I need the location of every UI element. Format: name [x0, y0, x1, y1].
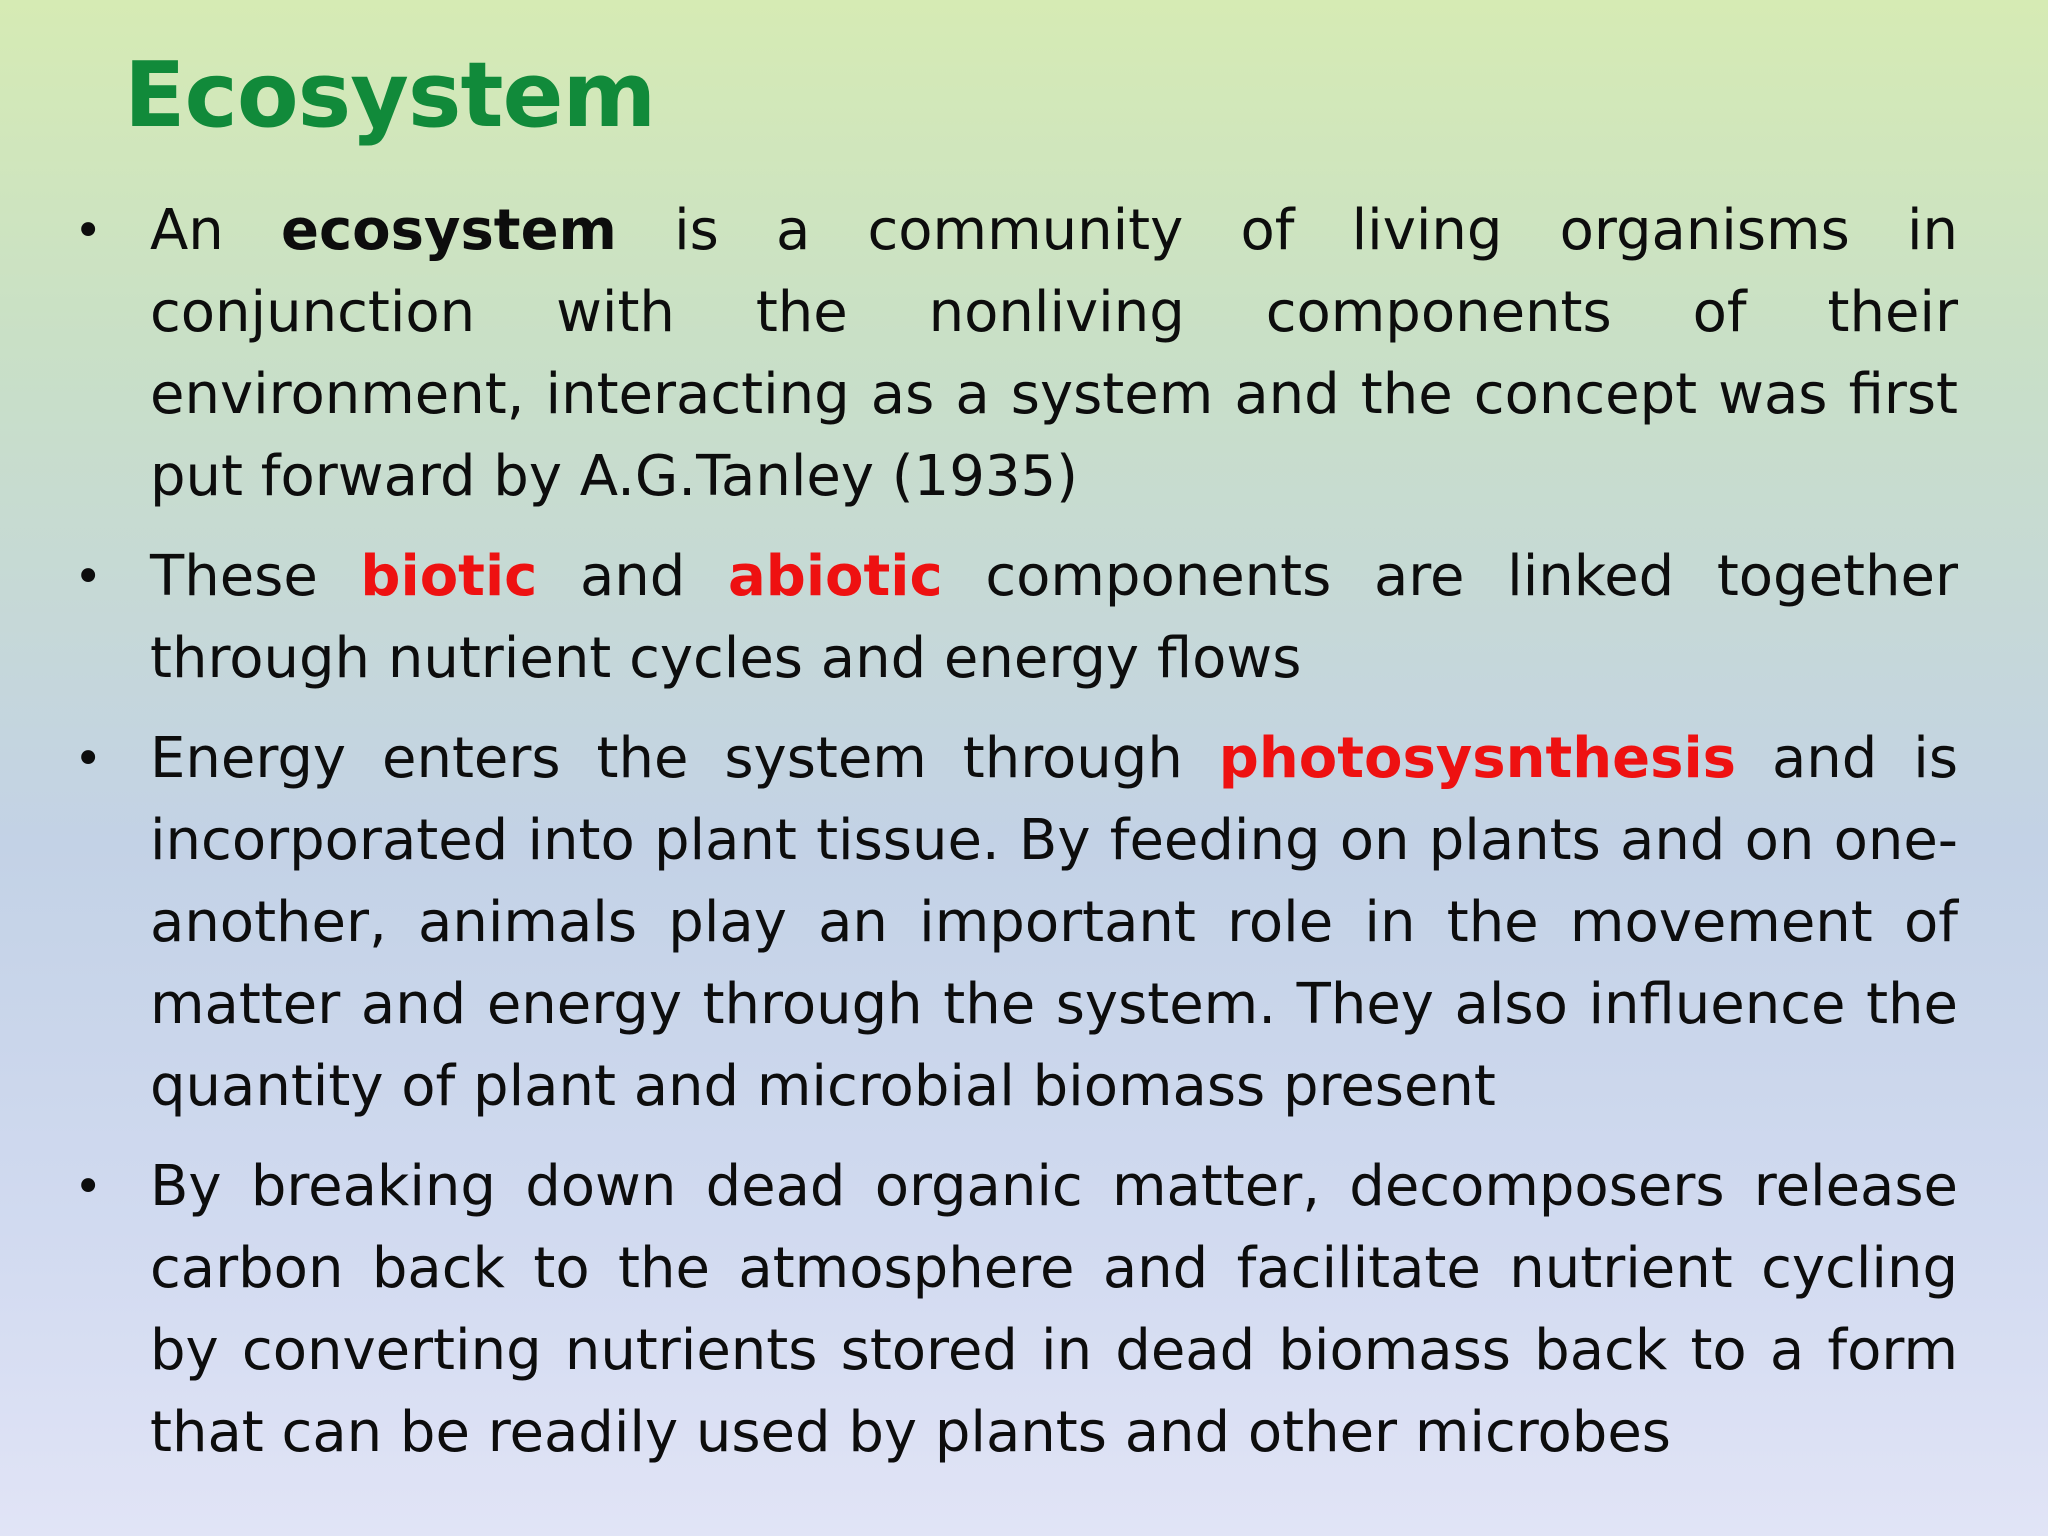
bullet-list	[74, 190, 1958, 1492]
term-biotic: biotic	[360, 544, 538, 609]
bullet-marker: •	[74, 1159, 103, 1215]
bullet-text: Energy enters the system through	[150, 726, 1219, 791]
term-photosynthesis: photosysnthesis	[1218, 726, 1736, 791]
bullet-text: and is incorporated into plant tissue. By feeding on plants and on one-another, animals play an important role in the movement of matter and energy through the system. They also influence the quantity of plant and microbial biomass present	[150, 726, 1958, 1119]
bullet-text: An	[150, 198, 281, 263]
bullet-text: components are linked together through nutrient cycles and energy flows	[150, 544, 1958, 691]
bullet-item	[74, 1146, 1958, 1474]
bullet-text: and	[537, 544, 728, 609]
slide-title: Ecosystem	[124, 43, 656, 148]
term-abiotic: abiotic	[727, 544, 943, 609]
bullet-marker: •	[74, 549, 103, 605]
bullet-text: By breaking down dead organic matter, decomposers release carbon back to the atmosphere and facilitate nutrient cycling by converting nutrients stored in dead biomass back to a form that can be readily used by plants and other microbes	[150, 1154, 1958, 1465]
bullet-item	[74, 718, 1958, 1128]
bullet-marker: •	[74, 731, 103, 787]
bullet-marker: •	[74, 203, 103, 259]
bullet-item	[74, 536, 1958, 700]
bullet-item	[74, 190, 1958, 518]
term-ecosystem: ecosystem	[280, 198, 617, 263]
bullet-text: These	[150, 544, 361, 609]
bullet-text: is a community of living organisms in conjunction with the nonliving components of their environment, interacting as a system and the concept was first put forward by A.G.Tanley (1935)	[150, 198, 1958, 509]
